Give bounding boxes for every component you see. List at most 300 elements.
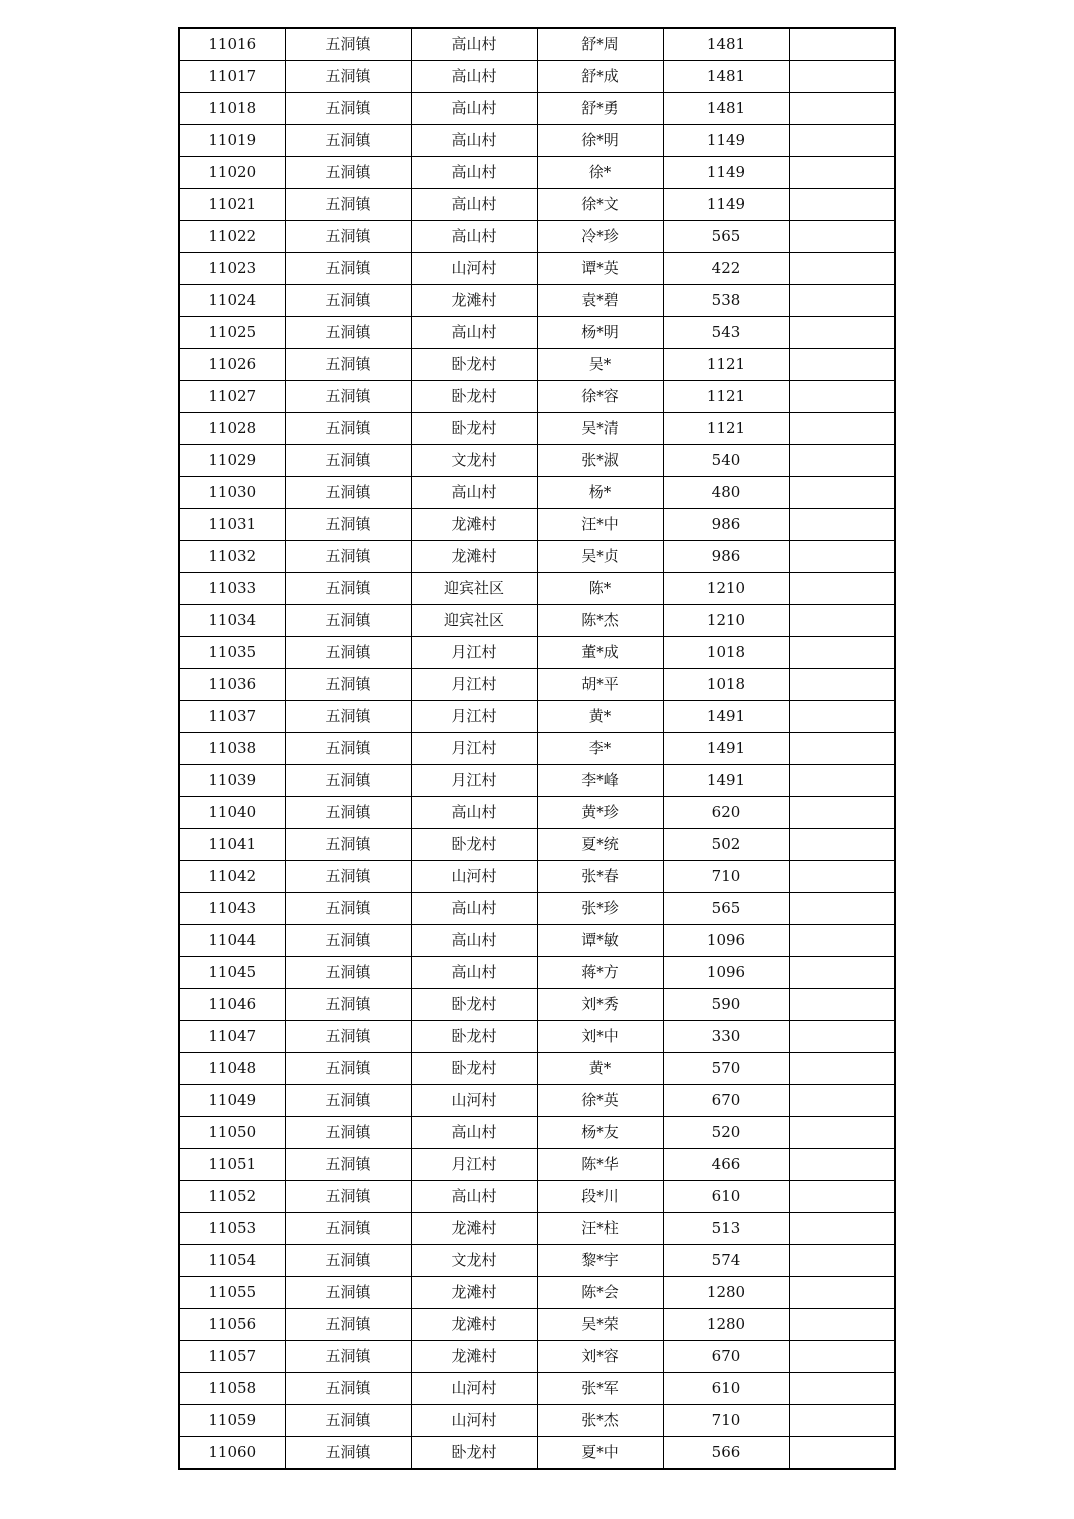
table-row [179, 253, 895, 285]
row-id-cell: 11038 [179, 733, 285, 765]
amount-cell: 466 [663, 1149, 789, 1181]
name-cell: 汪*中 [537, 509, 663, 541]
note-cell [789, 413, 895, 445]
village-cell: 高山村 [411, 157, 537, 189]
amount-cell: 570 [663, 1053, 789, 1085]
amount-cell: 610 [663, 1181, 789, 1213]
note-cell [789, 1181, 895, 1213]
note-cell [789, 1277, 895, 1309]
note-cell [789, 669, 895, 701]
name-cell: 黄* [537, 701, 663, 733]
amount-cell: 538 [663, 285, 789, 317]
table-row [179, 317, 895, 349]
town-cell: 五洞镇 [285, 861, 411, 893]
village-cell: 迎宾社区 [411, 573, 537, 605]
row-id-cell: 11056 [179, 1309, 285, 1341]
table-row [179, 1309, 895, 1341]
note-cell [789, 1309, 895, 1341]
table-row [179, 541, 895, 573]
town-cell: 五洞镇 [285, 477, 411, 509]
amount-cell: 565 [663, 893, 789, 925]
village-cell: 龙滩村 [411, 1213, 537, 1245]
row-id-cell: 11030 [179, 477, 285, 509]
name-cell: 李* [537, 733, 663, 765]
village-cell: 月江村 [411, 701, 537, 733]
table-row [179, 1437, 895, 1470]
row-id-cell: 11053 [179, 1213, 285, 1245]
note-cell [789, 1373, 895, 1405]
row-id-cell: 11037 [179, 701, 285, 733]
town-cell: 五洞镇 [285, 829, 411, 861]
table-row [179, 1085, 895, 1117]
row-id-cell: 11016 [179, 28, 285, 61]
name-cell: 黄*珍 [537, 797, 663, 829]
table-row [179, 605, 895, 637]
village-cell: 山河村 [411, 861, 537, 893]
table-row [179, 765, 895, 797]
note-cell [789, 61, 895, 93]
name-cell: 李*峰 [537, 765, 663, 797]
amount-cell: 1149 [663, 125, 789, 157]
note-cell [789, 1053, 895, 1085]
village-cell: 高山村 [411, 1117, 537, 1149]
town-cell: 五洞镇 [285, 221, 411, 253]
town-cell: 五洞镇 [285, 285, 411, 317]
note-cell [789, 477, 895, 509]
row-id-cell: 11057 [179, 1341, 285, 1373]
row-id-cell: 11027 [179, 381, 285, 413]
village-cell: 月江村 [411, 1149, 537, 1181]
village-cell: 卧龙村 [411, 829, 537, 861]
amount-cell: 1481 [663, 61, 789, 93]
note-cell [789, 381, 895, 413]
name-cell: 吴*清 [537, 413, 663, 445]
amount-cell: 986 [663, 509, 789, 541]
village-cell: 迎宾社区 [411, 605, 537, 637]
amount-cell: 670 [663, 1341, 789, 1373]
amount-cell: 710 [663, 1405, 789, 1437]
town-cell: 五洞镇 [285, 1053, 411, 1085]
town-cell: 五洞镇 [285, 605, 411, 637]
table-row [179, 477, 895, 509]
name-cell: 张*春 [537, 861, 663, 893]
row-id-cell: 11047 [179, 1021, 285, 1053]
row-id-cell: 11040 [179, 797, 285, 829]
note-cell [789, 1021, 895, 1053]
amount-cell: 670 [663, 1085, 789, 1117]
name-cell: 汪*柱 [537, 1213, 663, 1245]
amount-cell: 610 [663, 1373, 789, 1405]
name-cell: 刘*中 [537, 1021, 663, 1053]
town-cell: 五洞镇 [285, 1181, 411, 1213]
name-cell: 段*川 [537, 1181, 663, 1213]
row-id-cell: 11028 [179, 413, 285, 445]
table-row [179, 829, 895, 861]
village-cell: 龙滩村 [411, 509, 537, 541]
town-cell: 五洞镇 [285, 1149, 411, 1181]
note-cell [789, 733, 895, 765]
town-cell: 五洞镇 [285, 157, 411, 189]
amount-cell: 1096 [663, 925, 789, 957]
amount-cell: 1121 [663, 381, 789, 413]
note-cell [789, 701, 895, 733]
amount-cell: 543 [663, 317, 789, 349]
village-cell: 高山村 [411, 477, 537, 509]
row-id-cell: 11055 [179, 1277, 285, 1309]
amount-cell: 574 [663, 1245, 789, 1277]
row-id-cell: 11059 [179, 1405, 285, 1437]
name-cell: 杨* [537, 477, 663, 509]
amount-cell: 620 [663, 797, 789, 829]
row-id-cell: 11042 [179, 861, 285, 893]
town-cell: 五洞镇 [285, 28, 411, 61]
amount-cell: 1149 [663, 189, 789, 221]
village-cell: 龙滩村 [411, 285, 537, 317]
table-row [179, 1053, 895, 1085]
village-cell: 高山村 [411, 797, 537, 829]
note-cell [789, 1085, 895, 1117]
name-cell: 蒋*方 [537, 957, 663, 989]
row-id-cell: 11023 [179, 253, 285, 285]
amount-cell: 540 [663, 445, 789, 477]
table-row [179, 1245, 895, 1277]
table-row [179, 413, 895, 445]
town-cell: 五洞镇 [285, 317, 411, 349]
note-cell [789, 1213, 895, 1245]
row-id-cell: 11029 [179, 445, 285, 477]
village-cell: 卧龙村 [411, 413, 537, 445]
table-row [179, 797, 895, 829]
village-cell: 高山村 [411, 28, 537, 61]
town-cell: 五洞镇 [285, 509, 411, 541]
town-cell: 五洞镇 [285, 61, 411, 93]
table-row [179, 1405, 895, 1437]
name-cell: 谭*英 [537, 253, 663, 285]
name-cell: 黎*宇 [537, 1245, 663, 1277]
town-cell: 五洞镇 [285, 701, 411, 733]
village-cell: 高山村 [411, 1181, 537, 1213]
table-row [179, 637, 895, 669]
note-cell [789, 28, 895, 61]
amount-cell: 1491 [663, 733, 789, 765]
amount-cell: 1096 [663, 957, 789, 989]
row-id-cell: 11051 [179, 1149, 285, 1181]
amount-cell: 1491 [663, 765, 789, 797]
row-id-cell: 11036 [179, 669, 285, 701]
name-cell: 刘*秀 [537, 989, 663, 1021]
row-id-cell: 11022 [179, 221, 285, 253]
village-cell: 高山村 [411, 61, 537, 93]
village-cell: 卧龙村 [411, 349, 537, 381]
town-cell: 五洞镇 [285, 189, 411, 221]
village-cell: 卧龙村 [411, 1437, 537, 1470]
table-row [179, 1341, 895, 1373]
town-cell: 五洞镇 [285, 1373, 411, 1405]
village-cell: 山河村 [411, 1373, 537, 1405]
town-cell: 五洞镇 [285, 1085, 411, 1117]
name-cell: 张*军 [537, 1373, 663, 1405]
note-cell [789, 125, 895, 157]
name-cell: 刘*容 [537, 1341, 663, 1373]
town-cell: 五洞镇 [285, 125, 411, 157]
note-cell [789, 573, 895, 605]
village-cell: 高山村 [411, 221, 537, 253]
amount-cell: 710 [663, 861, 789, 893]
table-row [179, 157, 895, 189]
amount-cell: 520 [663, 1117, 789, 1149]
amount-cell: 566 [663, 1437, 789, 1470]
amount-cell: 1481 [663, 28, 789, 61]
row-id-cell: 11035 [179, 637, 285, 669]
name-cell: 陈*会 [537, 1277, 663, 1309]
village-cell: 卧龙村 [411, 1021, 537, 1053]
amount-cell: 422 [663, 253, 789, 285]
village-cell: 卧龙村 [411, 989, 537, 1021]
amount-cell: 502 [663, 829, 789, 861]
table-body [179, 28, 895, 1469]
table-row [179, 349, 895, 381]
village-cell: 高山村 [411, 957, 537, 989]
amount-cell: 1491 [663, 701, 789, 733]
amount-cell: 1149 [663, 157, 789, 189]
row-id-cell: 11026 [179, 349, 285, 381]
row-id-cell: 11044 [179, 925, 285, 957]
town-cell: 五洞镇 [285, 541, 411, 573]
note-cell [789, 93, 895, 125]
village-cell: 龙滩村 [411, 541, 537, 573]
note-cell [789, 349, 895, 381]
row-id-cell: 11050 [179, 1117, 285, 1149]
table-row [179, 1213, 895, 1245]
note-cell [789, 637, 895, 669]
name-cell: 张*淑 [537, 445, 663, 477]
name-cell: 舒*周 [537, 28, 663, 61]
row-id-cell: 11032 [179, 541, 285, 573]
name-cell: 吴* [537, 349, 663, 381]
row-id-cell: 11049 [179, 1085, 285, 1117]
village-cell: 高山村 [411, 893, 537, 925]
table-row [179, 1277, 895, 1309]
village-cell: 月江村 [411, 733, 537, 765]
row-id-cell: 11033 [179, 573, 285, 605]
note-cell [789, 285, 895, 317]
note-cell [789, 1341, 895, 1373]
note-cell [789, 317, 895, 349]
row-id-cell: 11025 [179, 317, 285, 349]
town-cell: 五洞镇 [285, 253, 411, 285]
village-cell: 月江村 [411, 669, 537, 701]
table-row [179, 509, 895, 541]
town-cell: 五洞镇 [285, 1341, 411, 1373]
village-cell: 高山村 [411, 317, 537, 349]
row-id-cell: 11021 [179, 189, 285, 221]
amount-cell: 986 [663, 541, 789, 573]
table-row [179, 733, 895, 765]
table-row [179, 381, 895, 413]
row-id-cell: 11024 [179, 285, 285, 317]
town-cell: 五洞镇 [285, 957, 411, 989]
village-cell: 文龙村 [411, 1245, 537, 1277]
amount-cell: 1121 [663, 413, 789, 445]
note-cell [789, 509, 895, 541]
row-id-cell: 11017 [179, 61, 285, 93]
row-id-cell: 11046 [179, 989, 285, 1021]
amount-cell: 1280 [663, 1309, 789, 1341]
table-row [179, 125, 895, 157]
table-row [179, 957, 895, 989]
town-cell: 五洞镇 [285, 989, 411, 1021]
amount-cell: 480 [663, 477, 789, 509]
name-cell: 徐*文 [537, 189, 663, 221]
table-row [179, 669, 895, 701]
amount-cell: 1121 [663, 349, 789, 381]
note-cell [789, 189, 895, 221]
note-cell [789, 1245, 895, 1277]
amount-cell: 1210 [663, 573, 789, 605]
town-cell: 五洞镇 [285, 1309, 411, 1341]
row-id-cell: 11041 [179, 829, 285, 861]
village-cell: 高山村 [411, 93, 537, 125]
name-cell: 冷*珍 [537, 221, 663, 253]
note-cell [789, 1405, 895, 1437]
town-cell: 五洞镇 [285, 669, 411, 701]
name-cell: 夏*统 [537, 829, 663, 861]
name-cell: 陈*杰 [537, 605, 663, 637]
town-cell: 五洞镇 [285, 381, 411, 413]
name-cell: 舒*勇 [537, 93, 663, 125]
town-cell: 五洞镇 [285, 349, 411, 381]
name-cell: 徐* [537, 157, 663, 189]
name-cell: 徐*明 [537, 125, 663, 157]
note-cell [789, 829, 895, 861]
table-row [179, 701, 895, 733]
note-cell [789, 925, 895, 957]
row-id-cell: 11018 [179, 93, 285, 125]
amount-cell: 1280 [663, 1277, 789, 1309]
name-cell: 徐*英 [537, 1085, 663, 1117]
table-row [179, 573, 895, 605]
table-row [179, 285, 895, 317]
row-id-cell: 11058 [179, 1373, 285, 1405]
name-cell: 徐*容 [537, 381, 663, 413]
village-cell: 高山村 [411, 189, 537, 221]
village-cell: 龙滩村 [411, 1341, 537, 1373]
name-cell: 吴*贞 [537, 541, 663, 573]
note-cell [789, 861, 895, 893]
amount-cell: 565 [663, 221, 789, 253]
note-cell [789, 221, 895, 253]
town-cell: 五洞镇 [285, 733, 411, 765]
table-row [179, 93, 895, 125]
table-row [179, 925, 895, 957]
row-id-cell: 11034 [179, 605, 285, 637]
town-cell: 五洞镇 [285, 445, 411, 477]
table-row [179, 861, 895, 893]
village-cell: 月江村 [411, 637, 537, 669]
town-cell: 五洞镇 [285, 1437, 411, 1470]
village-cell: 卧龙村 [411, 1053, 537, 1085]
row-id-cell: 11052 [179, 1181, 285, 1213]
note-cell [789, 253, 895, 285]
subsidy-table [178, 27, 896, 1470]
row-id-cell: 11039 [179, 765, 285, 797]
note-cell [789, 893, 895, 925]
note-cell [789, 541, 895, 573]
table-row [179, 893, 895, 925]
village-cell: 月江村 [411, 765, 537, 797]
name-cell: 袁*碧 [537, 285, 663, 317]
note-cell [789, 1117, 895, 1149]
table-row [179, 221, 895, 253]
village-cell: 卧龙村 [411, 381, 537, 413]
table-row [179, 61, 895, 93]
row-id-cell: 11045 [179, 957, 285, 989]
row-id-cell: 11048 [179, 1053, 285, 1085]
row-id-cell: 11060 [179, 1437, 285, 1470]
note-cell [789, 765, 895, 797]
table-row [179, 189, 895, 221]
row-id-cell: 11031 [179, 509, 285, 541]
note-cell [789, 445, 895, 477]
town-cell: 五洞镇 [285, 1117, 411, 1149]
note-cell [789, 989, 895, 1021]
name-cell: 张*杰 [537, 1405, 663, 1437]
village-cell: 龙滩村 [411, 1277, 537, 1309]
table-row [179, 989, 895, 1021]
name-cell: 陈*华 [537, 1149, 663, 1181]
town-cell: 五洞镇 [285, 93, 411, 125]
table-row [179, 28, 895, 61]
amount-cell: 1018 [663, 669, 789, 701]
row-id-cell: 11019 [179, 125, 285, 157]
table-row [179, 445, 895, 477]
village-cell: 文龙村 [411, 445, 537, 477]
note-cell [789, 157, 895, 189]
town-cell: 五洞镇 [285, 413, 411, 445]
note-cell [789, 1149, 895, 1181]
town-cell: 五洞镇 [285, 1213, 411, 1245]
town-cell: 五洞镇 [285, 637, 411, 669]
village-cell: 高山村 [411, 125, 537, 157]
note-cell [789, 797, 895, 829]
note-cell [789, 957, 895, 989]
name-cell: 吴*荣 [537, 1309, 663, 1341]
table-row [179, 1373, 895, 1405]
town-cell: 五洞镇 [285, 1405, 411, 1437]
village-cell: 高山村 [411, 925, 537, 957]
note-cell [789, 1437, 895, 1470]
name-cell: 陈* [537, 573, 663, 605]
village-cell: 山河村 [411, 1405, 537, 1437]
village-cell: 山河村 [411, 253, 537, 285]
name-cell: 杨*明 [537, 317, 663, 349]
name-cell: 舒*成 [537, 61, 663, 93]
name-cell: 杨*友 [537, 1117, 663, 1149]
row-id-cell: 11043 [179, 893, 285, 925]
row-id-cell: 11020 [179, 157, 285, 189]
town-cell: 五洞镇 [285, 1245, 411, 1277]
town-cell: 五洞镇 [285, 573, 411, 605]
town-cell: 五洞镇 [285, 925, 411, 957]
table-row [179, 1149, 895, 1181]
village-cell: 山河村 [411, 1085, 537, 1117]
town-cell: 五洞镇 [285, 1021, 411, 1053]
amount-cell: 1481 [663, 93, 789, 125]
table-row [179, 1021, 895, 1053]
town-cell: 五洞镇 [285, 765, 411, 797]
name-cell: 黄* [537, 1053, 663, 1085]
town-cell: 五洞镇 [285, 1277, 411, 1309]
